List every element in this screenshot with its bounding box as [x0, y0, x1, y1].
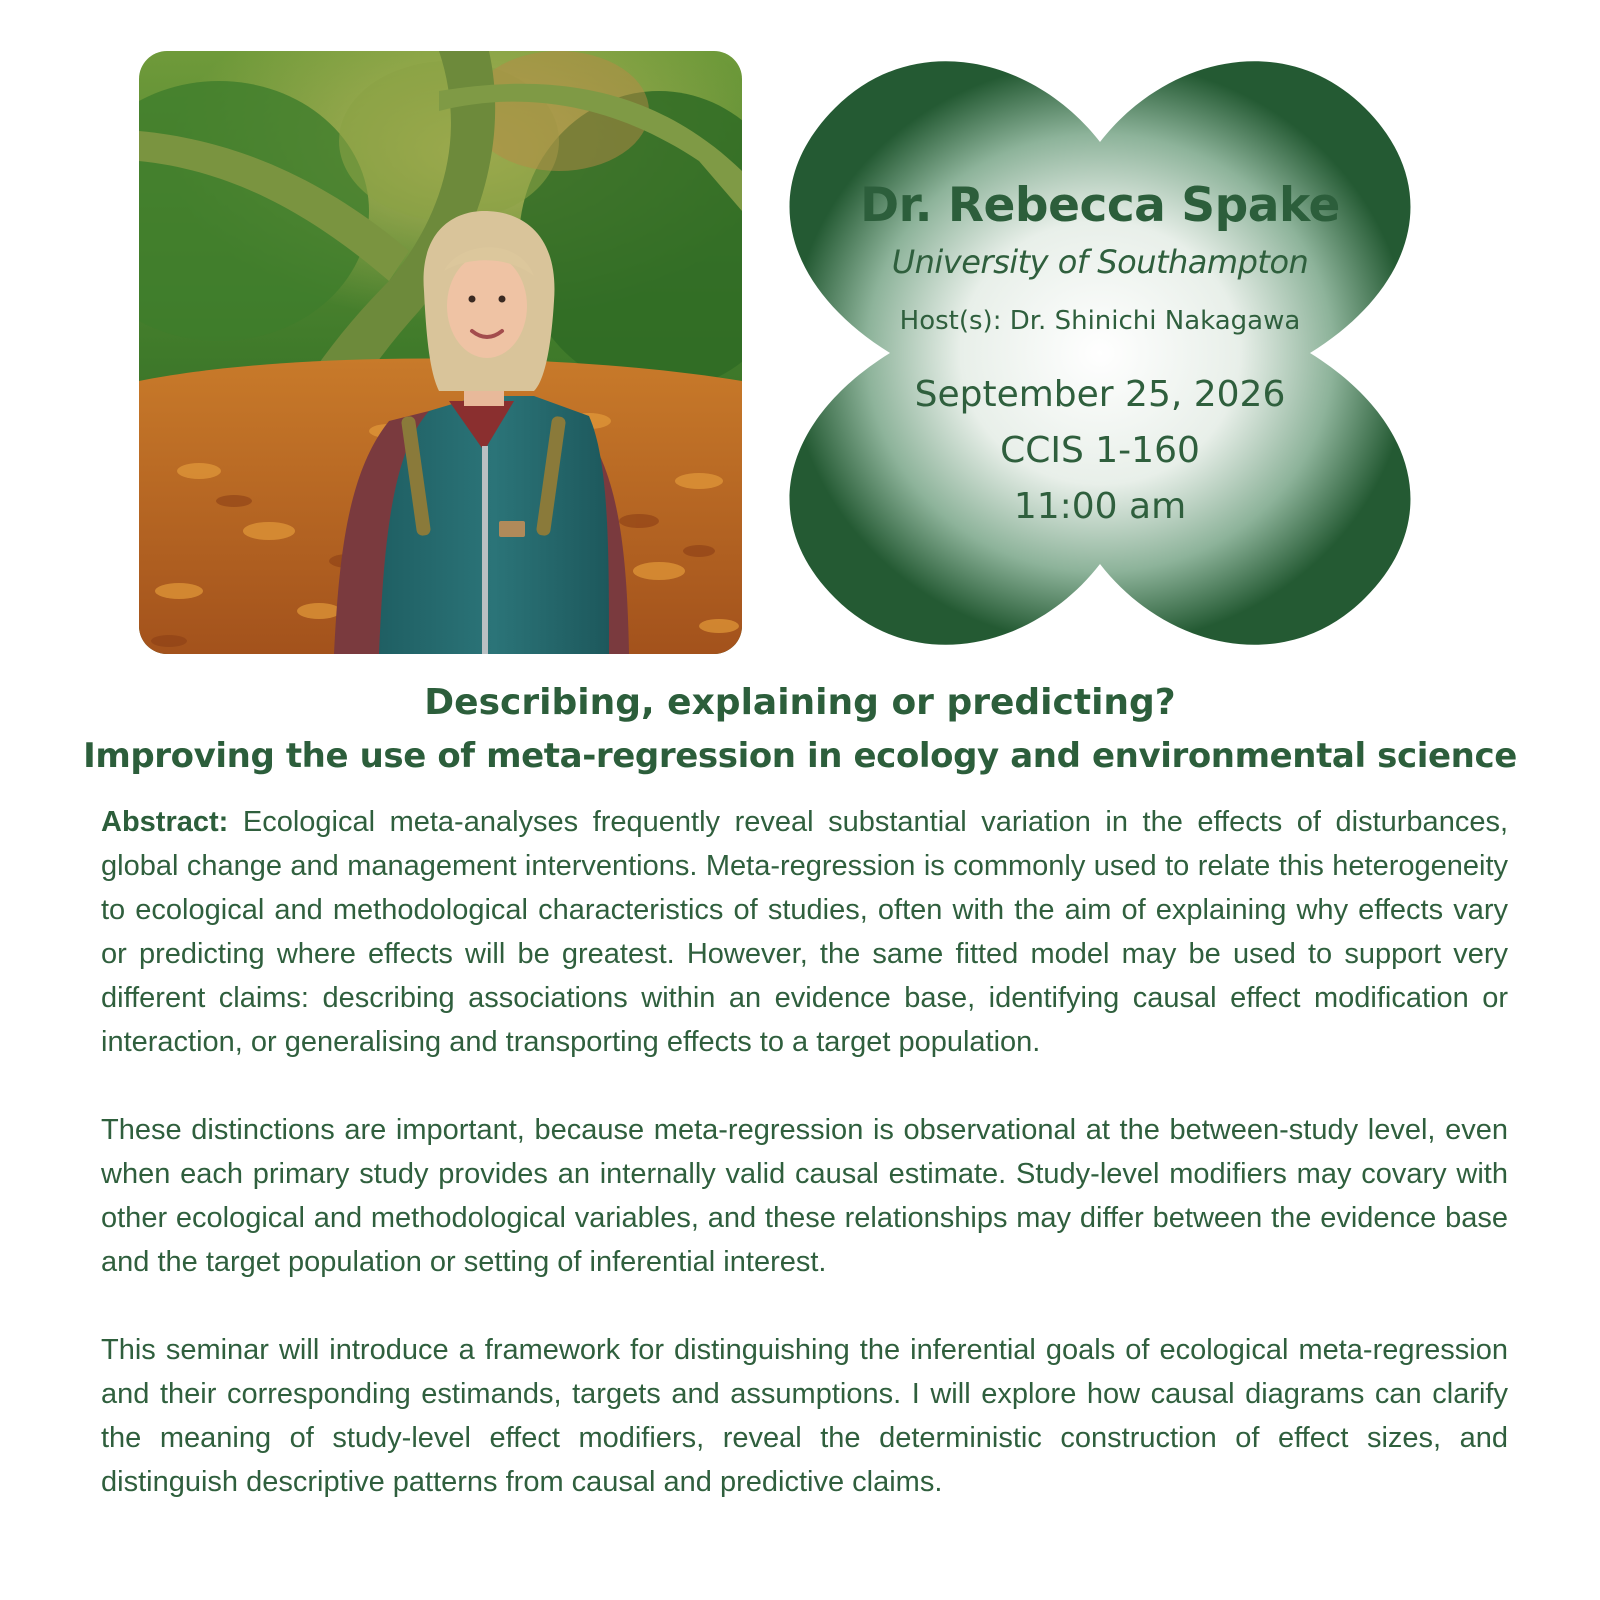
event-room: CCIS 1-160: [1000, 430, 1200, 471]
event-time: 11:00 am: [1013, 486, 1187, 527]
abstract-label: Abstract:: [101, 806, 229, 838]
talk-title-line-2: Improving the use of meta-regression in ecology and environmental science: [83, 736, 1517, 776]
abstract-paragraph: These distinctions are important, because meta-regression is observational at the between-study level, even when each primary study provides an internally valid causal estimate. Study-level modifiers may covary with other ecological and methodological variables, and these relationships may differ between the evidence base and the target population or setting of inferential interest.: [101, 1114, 1508, 1278]
abstract: [101, 800, 1508, 1548]
host-line: Host(s): Dr. Shinichi Nakagawa: [899, 306, 1301, 336]
abstract-paragraph-text: Ecological meta-analyses frequently reveal substantial variation in the effects of disturbances, global change and management interventions. Meta-regression is commonly used to relate this heterogeneity to ecological and methodological characteristics of studies, often with the aim of explaining why effects vary or predicting where effects will be greatest. However, the same fitted model may be used to support very different claims: describing associations within an evidence base, identifying causal effect modification or interaction, or generalising and transporting effects to a target population.: [101, 806, 1509, 1058]
abstract-paragraph: This seminar will introduce a framework for distinguishing the inferential goals of ecological meta-regression and their corresponding estimands, targets and assumptions. I will explore how causal diagrams can clarify the meaning of study-level effect modifiers, reveal the deterministic construction of effect sizes, and distinguish descriptive patterns from causal and predictive claims.: [101, 1334, 1508, 1498]
speaker-photo: [139, 51, 742, 654]
event-info-card: [785, 38, 1415, 668]
speaker-affiliation: University of Southampton: [891, 243, 1309, 281]
abstract-paragraph: [101, 800, 1508, 1064]
speaker-name: Dr. Rebecca Spake: [860, 178, 1340, 233]
event-date: September 25, 2026: [914, 374, 1286, 415]
talk-title-line-1: Describing, explaining or predicting?: [424, 682, 1176, 723]
